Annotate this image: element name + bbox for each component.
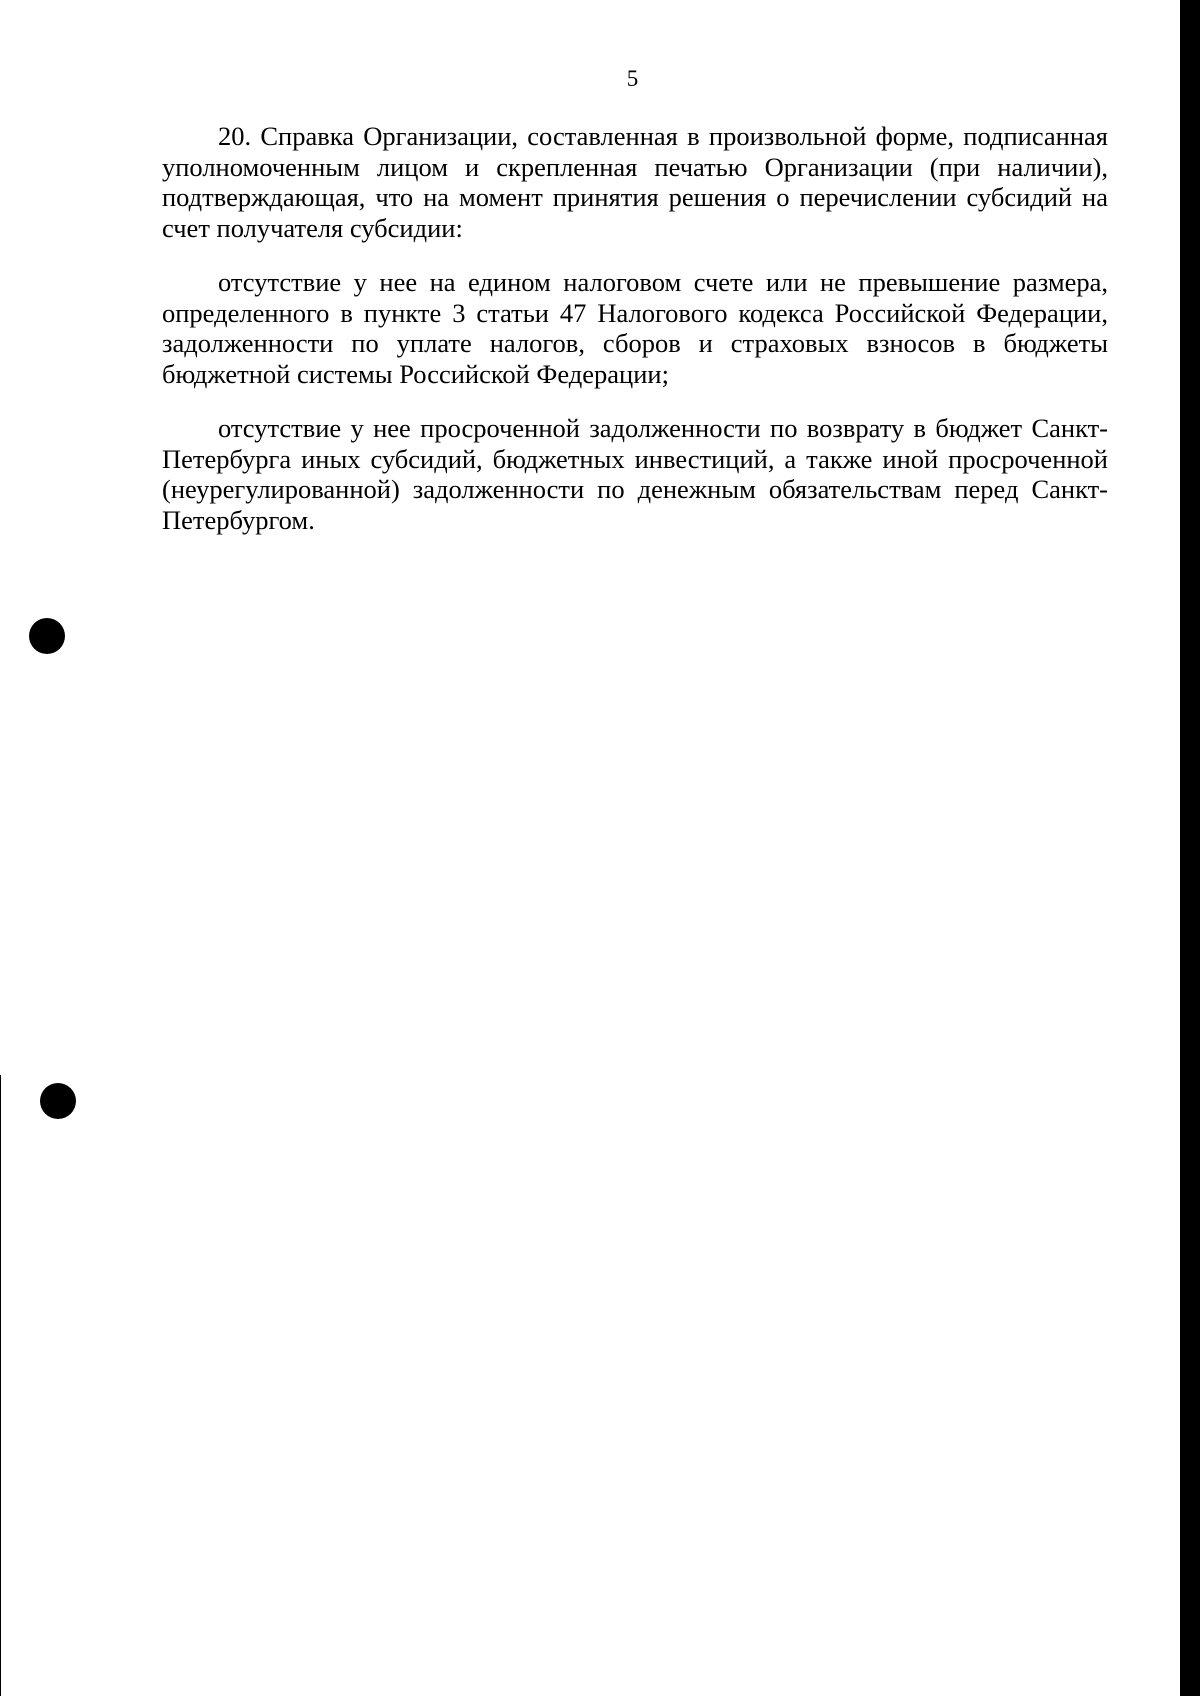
punch-hole-mark [40, 1083, 76, 1119]
document-body [162, 121, 1108, 559]
paragraph-overdue-debt: отсутствие у нее просроченной задолженности по возврату в бюджет Санкт-Петербурга иных субсидий, бюджетных инвестиций, а также иной просроченной (неурегулированной) задолженности по денежным обязательствам перед Санкт-Петербургом. [162, 413, 1108, 535]
punch-hole-mark [29, 618, 65, 654]
page-number: 5 [626, 66, 639, 91]
scan-left-edge-line [0, 1075, 1, 1696]
paragraph-certificate: 20. Справка Организации, составленная в произвольной форме, подписанная уполномоченным лицом и скрепленная печатью Организации (при наличии), подтверждающая, что на момент принятия решения о перечислении субсидий на счет получателя субсидии: [162, 121, 1108, 243]
paragraph-tax-debt: отсутствие у нее на едином налоговом счете или не превышение размера, определенного в пункте 3 статьи 47 Налогового кодекса Российской Федерации, задолженности по уплате налогов, сборов и страховых взносов в бюджеты бюджетной системы Российской Федерации; [162, 267, 1108, 389]
scan-right-edge-border [1180, 0, 1200, 1696]
